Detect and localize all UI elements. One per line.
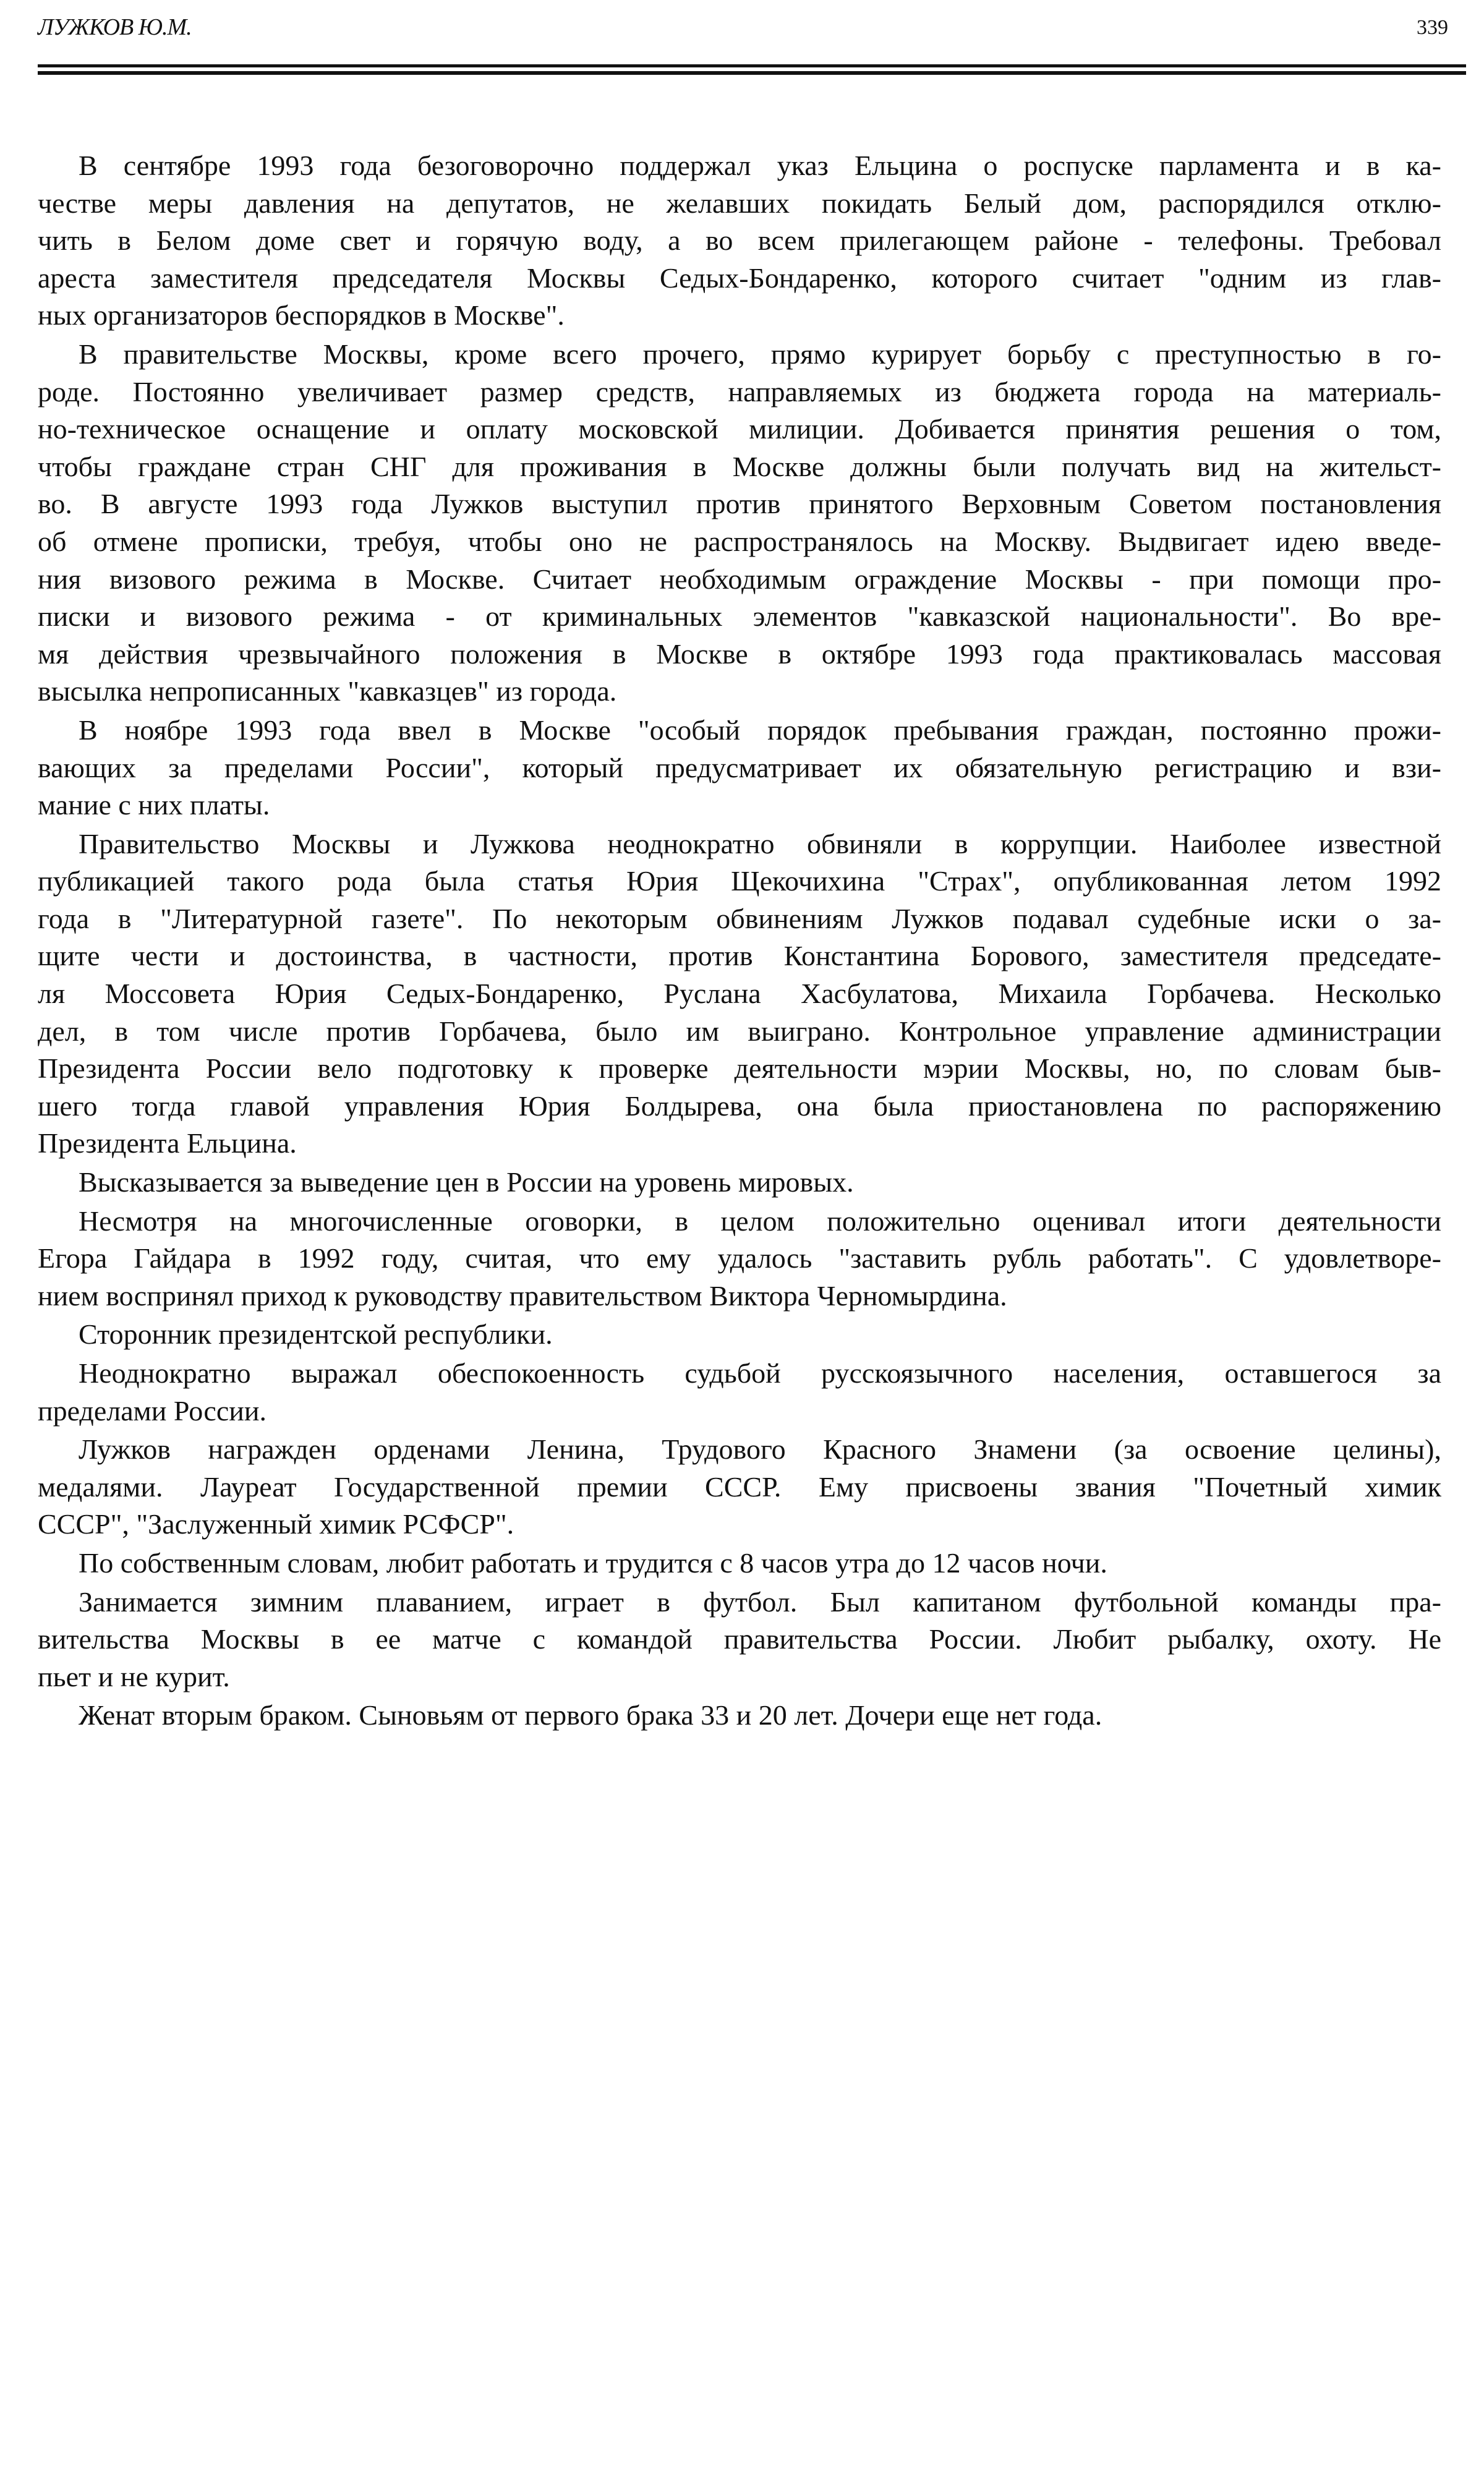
paragraph <box>38 1584 1441 1696</box>
text-line: Занимается зимним плаванием, играет в футбол. Был капитаном футбольной команды пра- <box>79 1585 1441 1618</box>
text-line: СССР", "Заслуженный химик РСФСР". <box>38 1508 514 1540</box>
body-text <box>38 147 1441 1736</box>
text-line: В ноябре 1993 года ввел в Москве "особый порядок пребывания граждан, постоянно прожи- <box>79 714 1441 746</box>
text-line: В правительстве Москвы, кроме всего прочего, прямо курирует борьбу с преступностью в го- <box>79 338 1441 370</box>
header-rule-bottom <box>38 71 1466 75</box>
text-line: шего тогда главой управления Юрия Болдырева, она была приостановлена по распоряжению <box>38 1090 1441 1122</box>
text-line: Президента России вело подготовку к проверке деятельности мэрии Москвы, но, по словам быв- <box>38 1052 1441 1085</box>
text-line: пределами России. <box>38 1394 267 1427</box>
paragraph <box>38 1545 1441 1582</box>
text-line: Высказывается за выведение цен в России на уровень мировых. <box>79 1166 854 1198</box>
text-line: В сентябре 1993 года безоговорочно поддержал указ Ельцина о роспуске парламента и в ка- <box>79 150 1441 181</box>
text-line: честве меры давления на депутатов, не желавших покидать Белый дом, распорядился отклю- <box>38 187 1441 219</box>
text-line: роде. Постоянно увеличивает размер средств, направляемых из бюджета города на материаль- <box>38 375 1441 408</box>
text-line: ля Моссовета Юрия Седых-Бондаренко, Руслана Хасбулатова, Михаила Горбачева. Несколько <box>38 978 1441 1010</box>
text-line: Лужков награжден орденами Ленина, Трудового Красного Знамени (за освоение целины), <box>79 1433 1441 1466</box>
page-number: 339 <box>1417 16 1448 39</box>
text-line: ареста заместителя председателя Москвы Седых-Бондаренко, которого считает "одним из глав- <box>38 262 1441 294</box>
paragraph <box>38 336 1441 710</box>
paragraph <box>38 1203 1441 1315</box>
paragraph <box>38 826 1441 1163</box>
text-line: Сторонник президентской республики. <box>79 1318 553 1351</box>
text-line: публикацией такого рода была статья Юрия Щекочихина "Страх", опубликованная летом 1992 <box>38 865 1441 897</box>
text-line: дел, в том числе против Горбачева, было им выиграно. Контрольное управление администрации <box>38 1015 1441 1047</box>
text-line: высылка непрописанных "кавказцев" из города. <box>38 675 617 707</box>
text-line: пьет и не курит. <box>38 1660 230 1692</box>
text-line: во. В августе 1993 года Лужков выступил против принятого Верховным Советом постановления <box>38 488 1441 520</box>
text-line: ния визового режима в Москве. Считает необходимым ограждение Москвы - при помощи про- <box>38 563 1441 595</box>
text-line: об отмене прописки, требуя, чтобы оно не распространялось на Москву. Выдвигает идею введе- <box>38 525 1441 557</box>
paragraph <box>38 1355 1441 1430</box>
text-line: ных организаторов беспорядков в Москве". <box>38 299 565 331</box>
text-line: Президента Ельцина. <box>38 1127 297 1159</box>
header-rule-top <box>38 64 1466 67</box>
text-line: мя действия чрезвычайного положения в Москве в октябре 1993 года практиковалась массовая <box>38 638 1441 670</box>
text-line: медалями. Лауреат Государственной премии СССР. Ему присвоены звания "Почетный химик <box>38 1470 1441 1503</box>
paragraph <box>38 1164 1441 1201</box>
paragraph <box>38 712 1441 824</box>
text-line: нием воспринял приход к руководству правительством Виктора Черномырдина. <box>38 1279 1007 1312</box>
text-line: вительства Москвы в ее матче с командой правительства России. Любит рыбалку, охоту. Не <box>38 1623 1441 1655</box>
running-title: ЛУЖКОВ Ю.М. <box>38 14 192 40</box>
paragraph <box>38 147 1441 335</box>
text-line: мание с них платы. <box>38 789 270 821</box>
paragraph <box>38 1697 1441 1735</box>
text-line: чить в Белом доме свет и горячую воду, а во всем прилегающем районе - телефоны. Требовал <box>38 224 1441 257</box>
text-line: писки и визового режима - от криминальных элементов "кавказской национальности". Во вре- <box>38 600 1441 633</box>
text-line: Женат вторым браком. Сыновьям от первого брака 33 и 20 лет. Дочери еще нет года. <box>79 1699 1102 1731</box>
text-line: чтобы граждане стран СНГ для проживания в Москве должны были получать вид на жительст- <box>38 450 1441 482</box>
text-line: Правительство Москвы и Лужкова неоднократно обвиняли в коррупции. Наиболее известной <box>79 827 1441 860</box>
text-line: вающих за пределами России", который предусматривает их обязательную регистрацию и взи- <box>38 751 1441 783</box>
text-line: Неоднократно выражал обеспокоенность судьбой русскоязычного населения, оставшегося за <box>79 1357 1441 1389</box>
text-line: Егора Гайдара в 1992 году, считая, что ему удалось "заставить рубль работать". С удовлетворе- <box>38 1242 1441 1274</box>
paragraph <box>38 1431 1441 1543</box>
text-line: щите чести и достоинства, в частности, против Константина Борового, заместителя председате- <box>38 940 1441 972</box>
text-line: По собственным словам, любит работать и трудится с 8 часов утра до 12 часов ночи. <box>79 1547 1107 1579</box>
text-line: года в "Литературной газете". По некоторым обвинениям Лужков подавал судебные иски о за- <box>38 902 1441 934</box>
text-line: Несмотря на многочисленные оговорки, в целом положительно оценивал итоги деятельности <box>79 1205 1441 1237</box>
text-line: но-техническое оснащение и оплату московской милиции. Добивается принятия решения о том, <box>38 413 1441 445</box>
paragraph <box>38 1316 1441 1354</box>
